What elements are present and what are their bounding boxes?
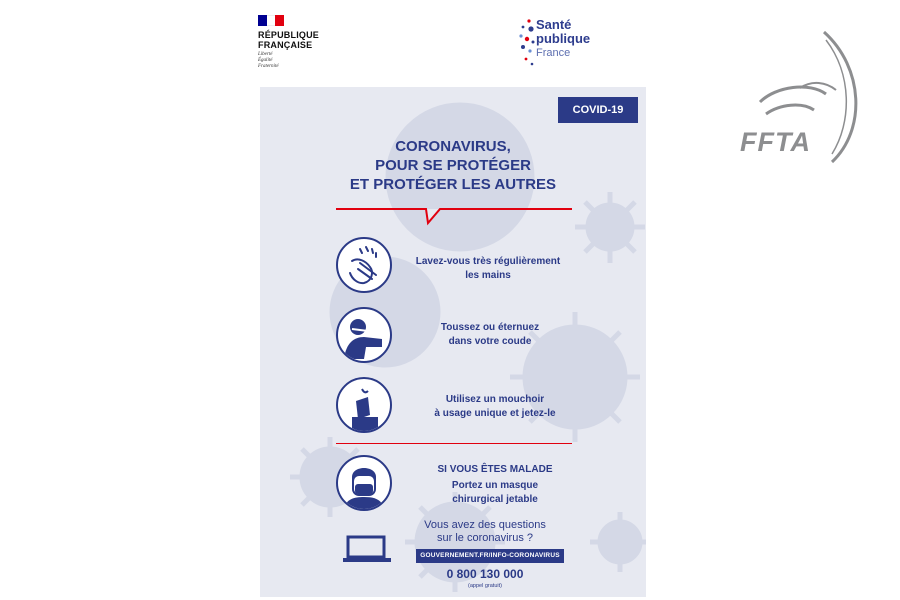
item3-line2: à usage unique et jetez-le	[434, 408, 556, 419]
sneeze-elbow-text	[410, 321, 570, 349]
item3-line1: Utilisez un mouchoir	[445, 394, 545, 405]
sante-publique-name	[536, 18, 590, 60]
questions-line2: sur le coronavirus ?	[437, 532, 533, 544]
tissue-text	[410, 393, 580, 421]
republique-francaise-name	[258, 30, 319, 50]
motto-egalite: Égalité	[258, 58, 273, 63]
ffta-label: FFTA	[740, 127, 811, 157]
gov-url-link[interactable]: GOUVERNEMENT.FR/INFO-CORONAVIRUS	[416, 549, 564, 563]
ffta-logo	[740, 30, 870, 165]
phone-number: 0 800 130 000	[446, 567, 524, 581]
item2-line1: Toussez ou éternuez	[440, 322, 540, 333]
rf-line2: FRANÇAISE	[258, 40, 313, 50]
title-line-2: POUR SE PROTÉGER	[375, 157, 531, 174]
spf-line3: France	[536, 47, 571, 59]
rf-line1: RÉPUBLIQUE	[258, 30, 320, 40]
sick-heading: SI VOUS ÊTES MALADE	[437, 464, 553, 475]
sante-publique-dots-icon	[518, 18, 536, 73]
french-flag-icon	[258, 15, 284, 26]
sick-section	[410, 463, 580, 507]
title-line-1: CORONAVIRUS,	[395, 138, 511, 155]
masked-person-icon	[336, 455, 392, 511]
tissue-bin-icon	[336, 377, 392, 433]
motto-liberte: Liberté	[258, 52, 273, 57]
poster-title	[260, 137, 646, 194]
sante-publique-france-logo	[518, 18, 628, 73]
covid-poster	[260, 87, 646, 597]
covid-badge: COVID-19	[558, 97, 638, 123]
sneeze-elbow-icon	[336, 307, 392, 363]
title-line-3: ET PROTÉGER LES AUTRES	[349, 176, 557, 193]
motto-fraternite: Fraternité	[258, 64, 279, 69]
sick-line1: Portez un masque	[451, 480, 539, 491]
item2-line2: dans votre coude	[448, 336, 532, 347]
phone-note: (appel gratuit)	[468, 583, 502, 589]
laptop-icon	[342, 535, 392, 565]
spf-line2: publique	[536, 31, 591, 46]
republique-francaise-logo	[258, 15, 338, 75]
questions-text	[410, 519, 560, 545]
sick-line2: chirurgical jetable	[452, 494, 538, 505]
item1-line2: les mains	[465, 270, 511, 281]
rf-motto	[258, 52, 279, 70]
hand-washing-text	[400, 255, 576, 283]
hand-washing-icon	[336, 237, 392, 293]
spf-line1: Santé	[536, 17, 572, 32]
section-divider	[336, 443, 572, 444]
title-speech-underline	[336, 205, 574, 227]
questions-line1: Vous avez des questions	[424, 519, 546, 531]
item1-line1: Lavez-vous très régulièrement	[415, 256, 561, 267]
